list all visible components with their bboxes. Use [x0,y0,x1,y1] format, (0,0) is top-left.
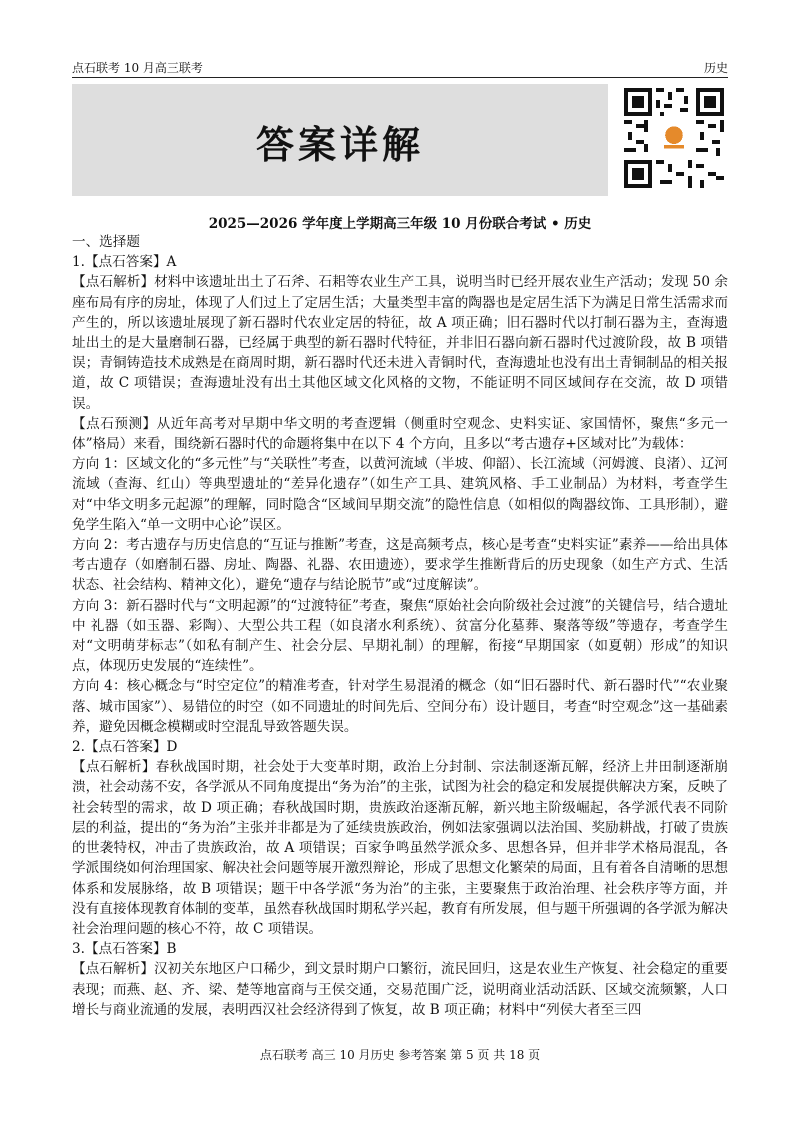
page-header [72,57,728,78]
prediction-paragraph: 【点石预测】从近年高考对早期中华文明的考查逻辑（侧重时空观念、史料实证、家国情怀，聚焦“多元一体”格局）来看，围绕新石器时代的命题将集中在以下 4 个方向，且多以“考古遗存+区域对比”为载体： [72,415,728,453]
direction-paragraph: 方向 3：新石器时代与“文明起源”的“过渡特征”考查，聚焦“原始社会向阶级社会过渡”的关键信号，结合遗址中 礼器（如玉器、彩陶）、大型公共工程（如良渚水利系统）、贫富分化墓葬、聚落等级”等遗存，考查学生对“文明萌芽标志”（如私有制产生、社会分层、早期礼制）的理解，衔接“早期国家（如夏朝）形成”的知识点，体现历史发展的“连续性”。 [72,597,728,675]
analysis-paragraph: 【点石解析】材料中该遗址出土了石斧、石耜等农业生产工具，说明当时已经开展农业生产活动；发现 50 余座布局有序的房址，体现了人们过上了定居生活；大量类型丰富的陶器也是定居生活下为满足日常生活需求而产生的，所以该遗址展现了新石器时代农业定居的特征，故 A 项正确；旧石器时代以打制石器为主，查海遗址出土的是大量磨制石器，已经属于典型的新石器时代特征，并非旧石器向新石器时代过渡阶段，故 B 项错误；青铜铸造技术成熟是在商周时期，新石器时代还未进入青铜时代，查海遗址也没有出土青铜制品的相关报道，故 C 项错误；查海遗址没有出土其他区域文化风格的文物，不能证明不同区域间存在交流，故 D 项错误。 [72,274,728,412]
page-footer: 点石联考 高三 10 月历史 参考答案 第 5 页 共 18 页 [259,1048,541,1062]
title-banner [72,84,608,196]
analysis-paragraph: 【点石解析】汉初关东地区户口稀少，到文景时期户口繁衍，流民回归，这是农业生产恢复、社会稳定的重要表现；而燕、赵、齐、梁、楚等地富商与王侯交通，交易范围广泛，说明商业活动活跃、区域交流频繁，人口增长与商业流通的发展，表明西汉社会经济得到了恢复，故 B 项正确；材料中“列侯大者至三四 [72,961,728,1018]
qr-code-icon [624,88,724,188]
direction-paragraph: 方向 1：区域文化的“多元性”与“关联性”考查，以黄河流域（半坡、仰韶）、长江流域（河姆渡、良渚）、辽河流域（查海、红山）等典型遗址的“差异化遗存”（如生产工具、建筑风格、手工业制品）为材料，考查学生对“中华文明多元起源”的理解，同时隐含“区域间早期交流”的隐性信息（如相似的陶器纹饰、工具形制），避免学生陷入“单一文明中心论”误区。 [72,456,728,533]
answer-line: 1.【点石答案】A [72,254,177,271]
answer-line: 2.【点石答案】D [72,739,178,756]
answer-line: 3.【点石答案】B [72,941,177,958]
direction-paragraph: 方向 4：核心概念与“时空定位”的精准考查，针对学生易混淆的概念（如“旧石器时代、新石器时代”“农业聚落、城市国家”）、易错位的时空（如不同遗址的时间先后、空间分布）设计题目，考查“时空观念”这一基础素养，避免因概念模糊或时空混乱导致答题失误。 [72,678,728,735]
answer-body [72,232,728,1020]
direction-paragraph: 方向 2：考古遗存与历史信息的“互证与推断”考查，这是高频考点，核心是考查“史料实证”素养——给出具体考古遗存（如磨制石器、房址、陶器、礼器、农田遗迹），要求学生推断背后的历史现象（如生产方式、生活状态、社会结构、精神文化），避免“遗存与结论脱节”或“过度解读”。 [72,537,728,594]
page-title: 答案详解 [255,122,424,167]
header-subject: 历史 [703,61,728,75]
section-heading: 一、选择题 [72,234,140,250]
exam-subtitle: 2025—2026 学年度上学期高三年级 10 月份联合考试 • 历史 [208,216,592,232]
analysis-paragraph: 【点石解析】春秋战国时期，社会处于大变革时期，政治上分封制、宗法制逐渐瓦解，经济上井田制逐渐崩溃，社会动荡不安，各学派从不同角度提出“务为治”的主张，试图为社会的稳定和发展提供解决方案，反映了社会转型的需求，故 D 项正确；春秋战国时期，贵族政治逐渐瓦解，新兴地主阶级崛起，各学派代表不同阶层的利益，提出的“务为治”主张并非都是为了延续贵族政治，例如法家强调以法治国、奖励耕战，打破了贵族的世袭特权，冲击了贵族政治，故 A 项错误；百家争鸣虽然学派众多、思想各异，但并非学术格局混乱，各学派围绕如何治理国家、解决社会问题等展开激烈辩论，形成了思想文化繁荣的局面，且有着各自清晰的思想体系和发展脉络，故 B 项错误；题干中各学派“务为治”的主张，主要聚焦于政治治理、社会秩序等方面，并没有直接体现教育体制的变革，虽然春秋战国时期私学兴起，教育有所发展，但与题干所强调的各学派为解决社会治理问题的核心不符，故 C 项错误。 [72,759,728,937]
header-left: 点石联考 10 月高三联考 [72,61,203,75]
